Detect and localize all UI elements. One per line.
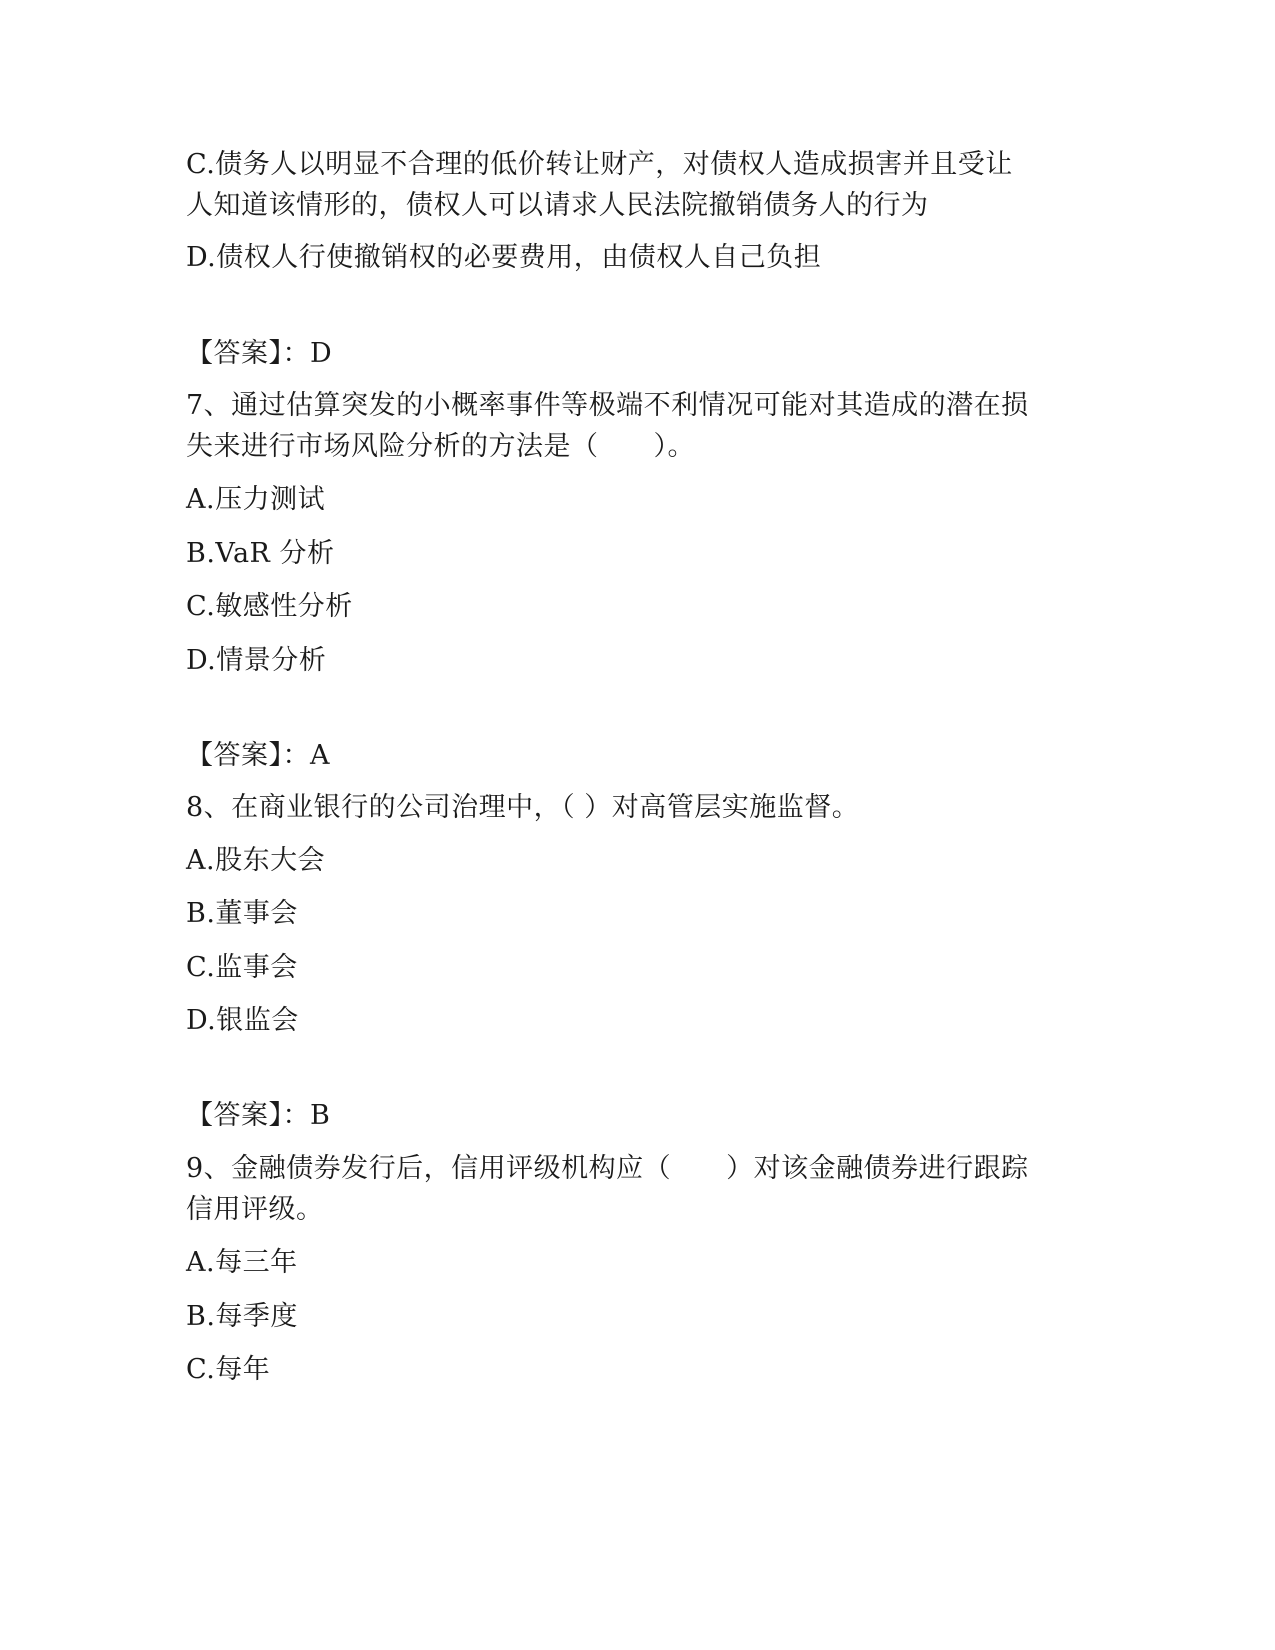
option-d-q6: D.债权人行使撤销权的必要费用，由债权人自己负担 <box>186 242 822 273</box>
option-b-q9: B.每季度 <box>186 1301 298 1332</box>
question-9-line1: 9、金融债券发行后，信用评级机构应（ ）对该金融债券进行跟踪 <box>186 1153 1029 1184</box>
question-7-line1: 7、通过估算突发的小概率事件等极端不利情况可能对其造成的潜在损 <box>186 390 1029 421</box>
question-8: 8、在商业银行的公司治理中，（ ）对高管层实施监督。 <box>186 792 860 823</box>
option-d-q8: D.银监会 <box>186 1005 299 1036</box>
option-a-q7: A.压力测试 <box>186 484 326 515</box>
answer-q7: 【答案】：A <box>186 740 330 771</box>
answer-q6: 【答案】：D <box>186 338 333 369</box>
option-b-q7: B.VaR 分析 <box>186 538 335 569</box>
option-d-q7: D.情景分析 <box>186 645 327 676</box>
option-a-q9: A.每三年 <box>186 1247 298 1278</box>
option-c-q8: C.监事会 <box>186 952 298 983</box>
option-c-q9: C.每年 <box>186 1354 271 1385</box>
answer-q8: 【答案】：B <box>186 1100 331 1131</box>
option-a-q8: A.股东大会 <box>186 845 326 876</box>
option-c-q7: C.敏感性分析 <box>186 591 353 622</box>
question-7-line2: 失来进行市场风险分析的方法是（ ）。 <box>186 431 695 462</box>
option-b-q8: B.董事会 <box>186 898 298 929</box>
option-c-q6-line2: 人知道该情形的，债权人可以请求人民法院撤销债务人的行为 <box>186 190 929 221</box>
option-c-q6-line1: C.债务人以明显不合理的低价转让财产，对债权人造成损害并且受让 <box>186 149 1013 180</box>
question-9-line2: 信用评级。 <box>186 1194 324 1225</box>
